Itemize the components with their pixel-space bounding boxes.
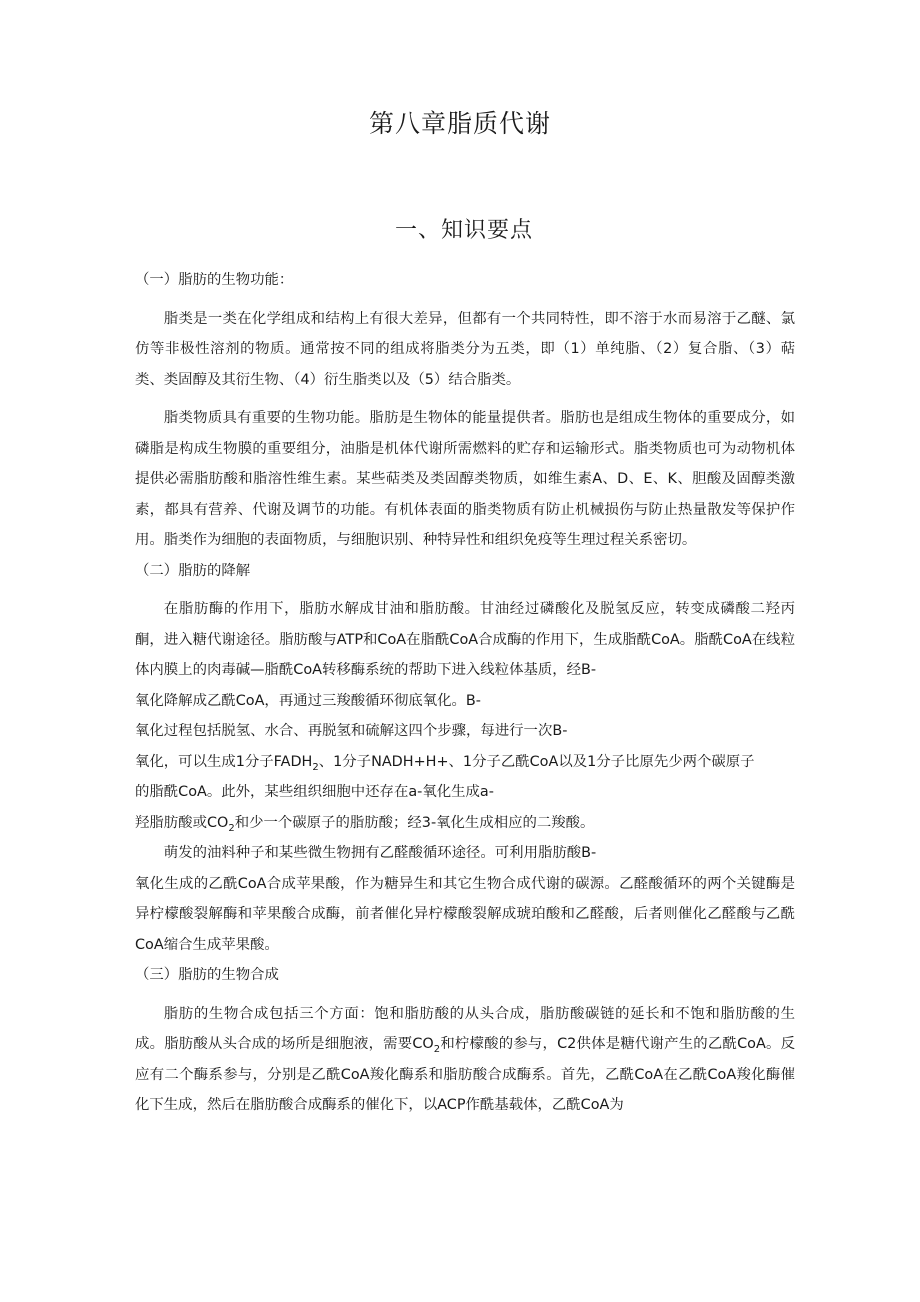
text-run: 和少一个碳原子的脂肪酸；经3-氧化生成相应的二羧酸。 <box>234 814 595 831</box>
text-line: 氧化降解成乙酰CoA，再通过三羧酸循环彻底氧化。B- <box>135 692 481 709</box>
text-line: 氧化过程包括脱氢、水合、再脱氢和硫解这四个步骤，每进行一次B- <box>135 723 568 739</box>
paragraph-fat-synthesis <box>135 999 795 1121</box>
text-line-alpha-oxidation <box>135 808 795 839</box>
text-run: 和柠檬酸的参与，C2供体是糖代谢产生的乙酰CoA。反应有二个酶系参与，分别是乙酰CoA羧化酶系和脂肪酸合成酶系。首先，乙酰CoA在乙酰CoA羧化酶催化下生成，然后在脂肪酸合成酶系的催化下，以ACP作酰基载体，乙酰CoA为 <box>135 1036 795 1113</box>
text-line-glyoxylate-cycle: 萌发的油料种子和某些微生物拥有乙醛酸循环途径。可利用脂肪酸B- <box>163 845 597 861</box>
text-run: 氧化，可以生成1分子FADH <box>135 753 313 770</box>
paragraph-fat-degradation: 在脂肪酶的作用下，脂肪水解成甘油和脂肪酸。甘油经过磷酸化及脱氢反应，转变成磷酸二羟丙酮，进入糖代谢途径。脂肪酸与ATP和CoA在脂酰CoA合成酶的作用下，生成脂酰CoA。脂酰CoA在线粒体内膜上的肉毒碱—脂酰CoA转移酶系统的帮助下进入线粒体基质，经B- <box>135 601 795 678</box>
subsection-heading-1: （一）脂肪的生物功能： <box>135 272 294 288</box>
paragraph-glyoxylate-cycle: 氧化生成的乙酰CoA合成苹果酸，作为糖异生和其它生物合成代谢的碳源。乙醛酸循环的两个关键酶是异柠檬酸裂解酶和苹果酸合成酶，前者催化异柠檬酸裂解成琥珀酸和乙醛酸，后者则催化乙醛酸与乙酰CoA缩合生成苹果酸。 <box>135 875 795 953</box>
subscript: 2 <box>228 822 235 834</box>
section-title: 一、知识要点 <box>394 218 533 243</box>
subscript: 2 <box>433 1043 441 1055</box>
subscript: 2 <box>312 761 319 773</box>
paragraph-lipid-functions: 脂类物质具有重要的生物功能。脂肪是生物体的能量提供者。脂肪也是组成生物体的重要成分，如磷脂是构成生物膜的重要组分，油脂是机体代谢所需燃料的贮存和运输形式。脂类物质也可为动物机体提供必需脂肪酸和脂溶性维生素。某些萜类及类固醇类物质，如维生素A、D、E、K、胆酸及固醇类激素，都具有营养、代谢及调节的功能。有机体表面的脂类物质有防止机械损伤与防止热量散发等保护作用。脂类作为细胞的表面物质，与细胞识别、种特异性和组织免疫等生理过程关系密切。 <box>135 410 795 548</box>
paragraph-lipid-definition: 脂类是一类在化学组成和结构上有很大差异，但都有一个共同特性，即不溶于水而易溶于乙醚、氯仿等非极性溶剂的物质。通常按不同的组成将脂类分为五类，即（1）单纯脂、（2）复合脂、（3）萜类、类固醇及其衍生物、（4）衍生脂类以及（5）结合脂类。 <box>135 310 795 388</box>
text-line: 的脂酰CoA。此外，某些组织细胞中还存在a-氧化生成a- <box>135 784 494 800</box>
text-run: 脂肪的生物合成包括三个方面：饱和脂肪酸的从头合成，脂肪酸碳链的延长和不饱和脂肪酸的生成。脂肪酸从头合成的场所是细胞液，需要CO <box>135 1005 795 1052</box>
chapter-title: 第八章脂质代谢 <box>368 109 551 138</box>
document-body <box>135 265 795 1121</box>
subsection-heading-3: （三）脂肪的生物合成 <box>135 967 279 983</box>
text-run: 、1分子NADH+H+、1分子乙酰CoA以及1分子比原先少两个碳原子 <box>318 753 755 770</box>
text-run: 羟脂肪酸或CO <box>135 814 229 831</box>
text-line-beta-oxidation-products <box>135 747 795 778</box>
subsection-heading-2: （二）脂肪的降解 <box>135 562 251 579</box>
